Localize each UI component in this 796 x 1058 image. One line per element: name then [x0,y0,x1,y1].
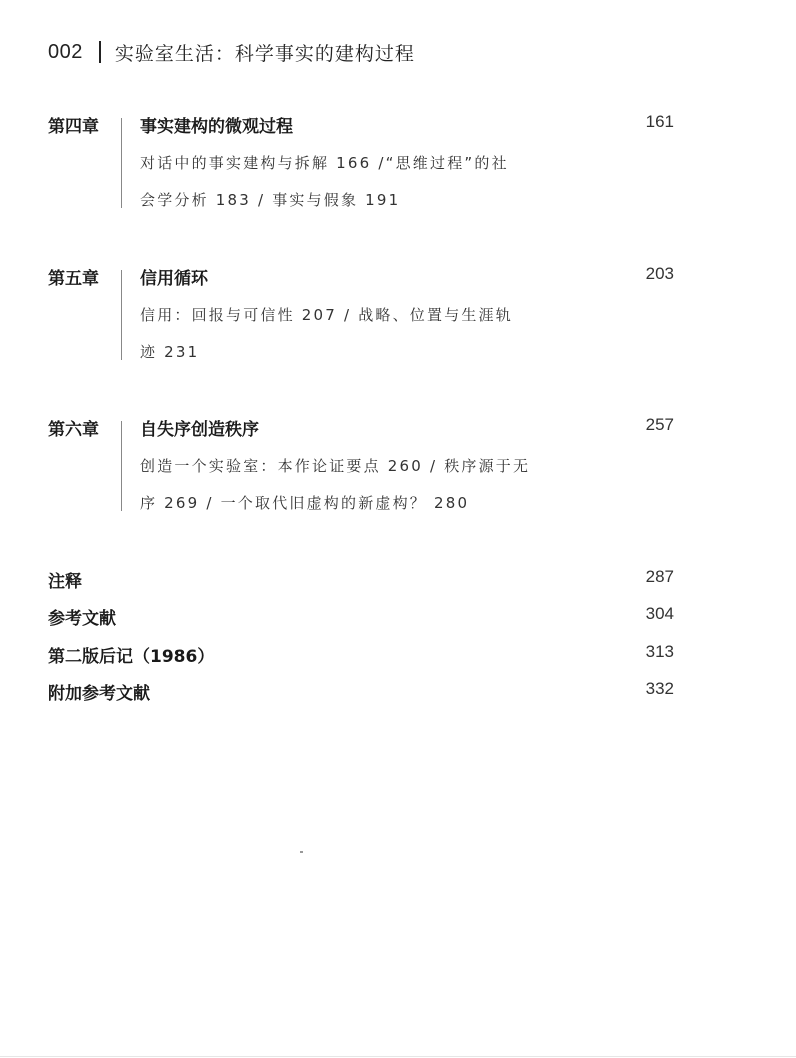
toc-entry-additional-references[interactable] [48,679,674,703]
scan-speck [300,851,303,853]
entry-page: 287 [645,567,674,586]
toc-chapter-4 [48,112,688,212]
toc-entry-postscript[interactable] [48,642,674,666]
book-title: 实验室生活：科学事实的建构过程 [114,42,415,65]
entry-page: 332 [645,679,674,698]
section-line[interactable]: 序 269 / 一个取代旧虚构的新虚构？ 280 [140,494,470,512]
chapter-divider [121,118,122,208]
entry-label: 注释 [48,572,82,592]
chapter-page: 257 [645,415,674,434]
toc-chapter-6 [48,415,688,515]
section-line[interactable]: 会学分析 183 / 事实与假象 191 [140,191,401,209]
page-edge-line [0,1056,796,1057]
chapter-label: 第四章 [48,117,99,137]
entry-page: 304 [645,604,674,623]
entry-label: 附加参考文献 [48,684,150,704]
chapter-divider [121,421,122,511]
chapter-title[interactable]: 自失序创造秩序 [140,420,259,440]
chapter-title[interactable]: 事实建构的微观过程 [140,117,293,137]
running-header [48,36,415,68]
section-line[interactable]: 迹 231 [140,343,200,361]
section-line[interactable]: 信用：回报与可信性 207 / 战略、位置与生涯轨 [140,306,513,324]
section-line[interactable]: 创造一个实验室：本作论证要点 260 / 秩序源于无 [140,457,531,475]
chapter-divider [121,270,122,360]
section-line[interactable]: 对话中的事实建构与拆解 166 /“思维过程”的社 [140,154,509,172]
header-divider [99,41,101,63]
toc-chapter-5 [48,264,688,364]
entry-label: 参考文献 [48,609,116,629]
entry-page: 313 [645,642,674,661]
toc-entry-notes[interactable] [48,567,674,591]
page-number: 002 [48,40,83,63]
chapter-label: 第五章 [48,269,99,289]
chapter-title[interactable]: 信用循环 [140,269,208,289]
chapter-page: 161 [645,112,674,131]
chapter-label: 第六章 [48,420,99,440]
entry-label: 第二版后记（1986） [48,647,215,667]
toc-entry-references[interactable] [48,604,674,628]
chapter-page: 203 [645,264,674,283]
